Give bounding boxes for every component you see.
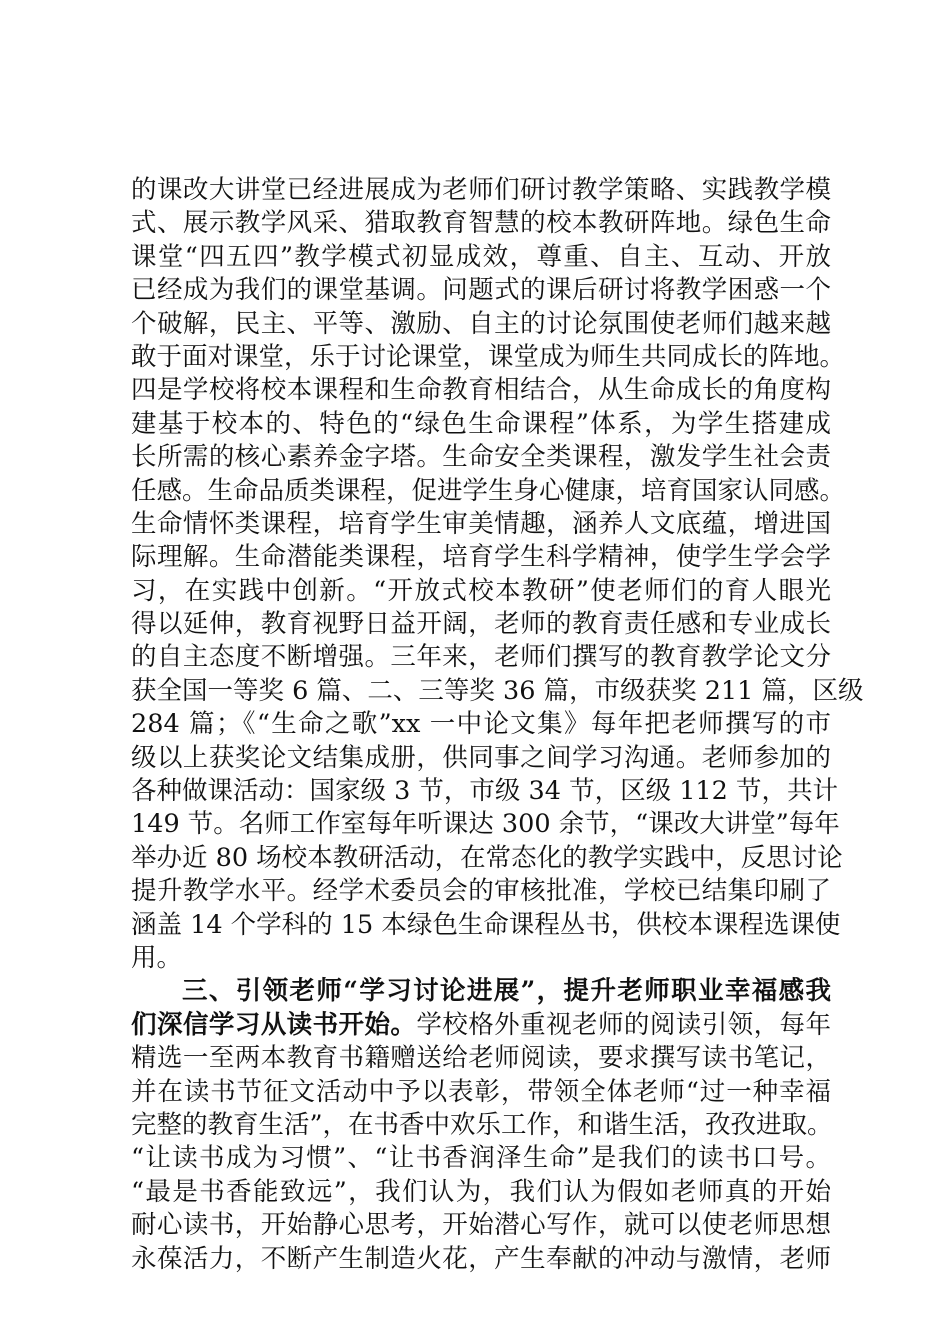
text-line: 习，在实践中创新。“开放式校本教研”使老师们的育人眼光 <box>131 575 831 606</box>
section-heading-continuation: 们深信学习从读书开始。 <box>131 1009 417 1040</box>
text-line: 敢于面对课堂，乐于讨论课堂，课堂成为师生共同成长的阵地。 <box>131 341 846 372</box>
text-line: 涵盖 14 个学科的 15 本绿色生命课程丛书，供校本课程选课使 <box>131 909 841 940</box>
text-line: 并在读书节征文活动中予以表彰，带领全体老师“过一种幸福 <box>131 1076 831 1107</box>
text-line: 已经成为我们的课堂基调。问题式的课后研讨将教学困惑一个 <box>131 275 831 306</box>
text-line: 长所需的核心素养金字塔。生命安全类课程，激发学生社会责 <box>131 442 831 473</box>
text-line: 得以延伸，教育视野日益开阔，老师的教育责任感和专业成长 <box>131 609 831 640</box>
section-heading: 三、引领老师“学习讨论进展”，提升老师职业幸福感我 <box>182 976 831 1007</box>
text-line: 提升教学水平。经学术委员会的审核批准，学校已结集印刷了 <box>131 876 831 907</box>
section-text: 学校格外重视老师的阅读引领，每年 <box>416 1009 831 1040</box>
text-line: 永葆活力，不断产生制造火花，产生奉献的冲动与激情，老师 <box>131 1243 831 1274</box>
text-line: 级以上获奖论文结集成册，供同事之间学习沟通。老师参加的 <box>131 742 831 773</box>
text-line: “最是书香能致远”，我们认为，我们认为假如老师真的开始 <box>131 1176 831 1207</box>
text-line: 的课改大讲堂已经进展成为老师们研讨教学策略、实践教学模 <box>131 175 831 205</box>
text-line <box>131 1009 831 1042</box>
body-text <box>131 174 864 1276</box>
text-line: 个破解，民主、平等、激励、自主的讨论氛围使老师们越来越 <box>131 308 831 339</box>
text-line: 各种做课活动：国家级 3 节，市级 34 节，区级 112 节，共计 <box>131 776 838 807</box>
text-line: 149 节。名师工作室每年听课达 300 余节，“课改大讲堂”每年 <box>131 809 840 840</box>
text-line: 式、展示教学风采、猎取教育智慧的校本教研阵地。绿色生命 <box>131 208 831 239</box>
text-line: 举办近 80 场校本教研活动，在常态化的教学实践中，反思讨论 <box>131 842 843 873</box>
text-line: 生命情怀类课程，培育学生审美情趣，涵养人文底蕴，增进国 <box>131 508 831 539</box>
text-line: 际理解。生命潜能类课程，培育学生科学精神，使学生学会学 <box>131 542 831 573</box>
text-line: 用。 <box>131 942 183 973</box>
text-line: 完整的教育生活”，在书香中欢乐工作，和谐生活，孜孜进取。 <box>131 1109 833 1140</box>
text-line: 课堂“四五四”教学模式初显成效，尊重、自主、互动、开放 <box>131 241 831 272</box>
text-line: 耐心读书，开始静心思考，开始潜心写作，就可以使老师思想 <box>131 1210 831 1241</box>
text-line: 284 篇；《“生命之歌”xx 一中论文集》每年把老师撰写的市 <box>131 709 831 740</box>
text-line: “让读书成为习惯”、“让书香润泽生命”是我们的读书口号。 <box>131 1143 831 1174</box>
text-line: 建基于校本的、特色的“绿色生命课程”体系，为学生搭建成 <box>131 408 831 439</box>
text-line: 任感。生命品质类课程，促进学生身心健康，培育国家认同感。 <box>131 475 846 506</box>
text-line: 获全国一等奖 6 篇、二、三等奖 36 篇，市级获奖 211 篇，区级 <box>131 675 864 706</box>
text-line: 的自主态度不断增强。三年来，老师们撰写的教育教学论文分 <box>131 642 831 673</box>
text-line: 精选一至两本教育书籍赠送给老师阅读，要求撰写读书笔记， <box>131 1043 831 1074</box>
text-line: 四是学校将校本课程和生命教育相结合，从生命成长的角度构 <box>131 375 831 406</box>
